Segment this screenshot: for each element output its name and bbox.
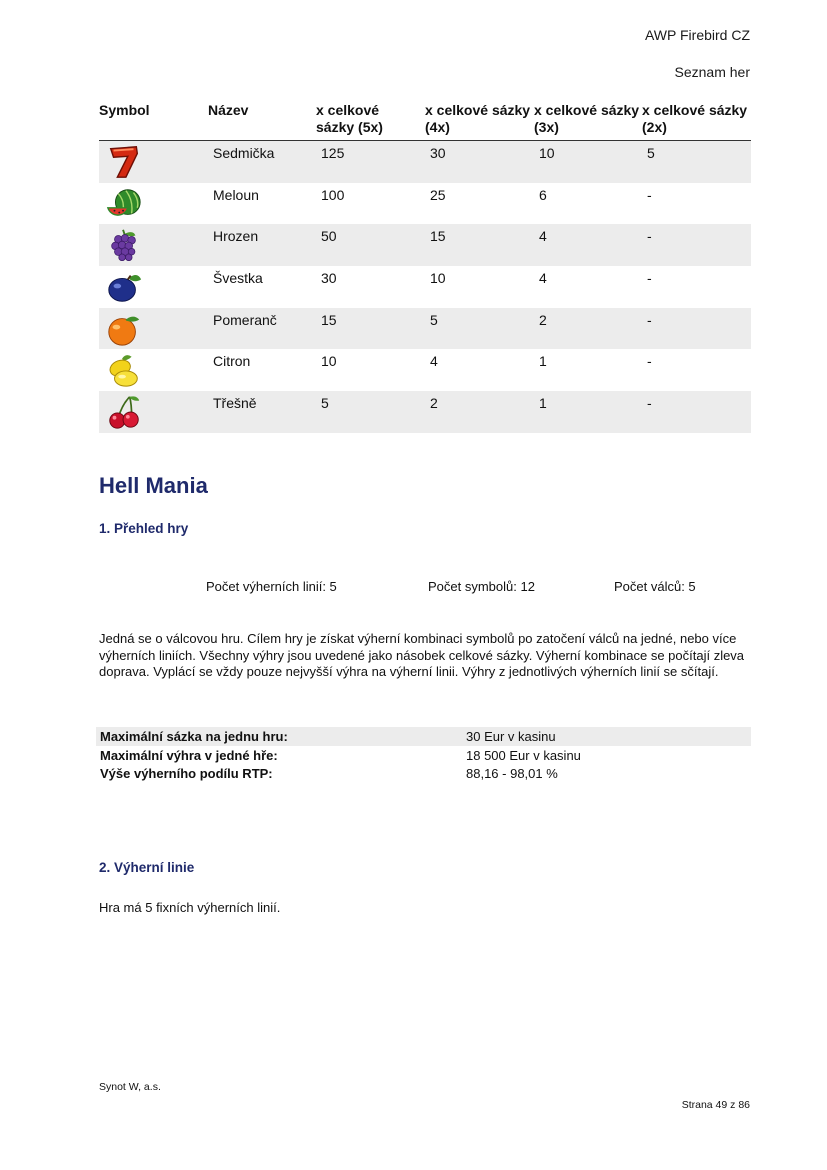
payout-x4: 15 <box>430 228 446 245</box>
table-row <box>99 349 751 391</box>
payout-x5: 15 <box>321 311 337 328</box>
reels-count: Počet válců: 5 <box>614 579 696 594</box>
limits-row <box>96 764 751 783</box>
payout-x5: 125 <box>321 145 345 161</box>
plum-icon <box>105 268 143 306</box>
payout-x5: 10 <box>321 353 337 370</box>
limit-label: Výše výherního podílu RTP: <box>100 766 273 781</box>
payout-x3: 6 <box>539 186 547 203</box>
payout-x2: - <box>647 353 652 370</box>
overview-heading: 1. Přehled hry <box>99 521 189 536</box>
seven-icon <box>105 143 143 181</box>
symbol-name: Švestka <box>213 270 263 287</box>
payout-x4: 30 <box>430 145 446 161</box>
payout-x4: 5 <box>430 311 438 328</box>
column-header-x3: x celkové sázky (3x) <box>534 102 640 135</box>
column-header-x4: x celkové sázky (4x) <box>425 102 531 135</box>
payout-x5: 30 <box>321 270 337 287</box>
payout-x2: - <box>647 311 652 328</box>
payout-x3: 1 <box>539 395 547 412</box>
payout-x3: 10 <box>539 145 555 161</box>
payout-x4: 4 <box>430 353 438 370</box>
payout-x2: 5 <box>647 145 655 161</box>
table-row <box>99 183 751 225</box>
payout-x5: 100 <box>321 186 345 203</box>
limits-row <box>96 746 751 765</box>
lines-text: Hra má 5 fixních výherních linií. <box>99 900 281 915</box>
payout-x4: 2 <box>430 395 438 412</box>
payout-x4: 10 <box>430 270 446 287</box>
table-row <box>99 308 751 350</box>
game-title: Hell Mania <box>99 473 208 498</box>
document-header-title: AWP Firebird CZ <box>644 27 750 43</box>
paytable-header <box>99 102 751 141</box>
table-row <box>99 266 751 308</box>
table-row <box>99 141 751 183</box>
symbol-name: Meloun <box>213 186 259 203</box>
game-description: Jedná se o válcovou hru. Cílem hry je získat výherní kombinaci symbolů po zatočení válců na jedné, nebo více výherních liniích. Všechny výhry jsou uvedené jako násobek celkové sázky. Výherní kombinace se počítají zleva doprava. Vyplácí se vždy pouze nejvyšší výhra na výherní linii. Výhry z jednotlivých výherních linií se sčítají. <box>99 631 745 679</box>
symbol-name: Sedmička <box>213 145 275 161</box>
payout-x3: 4 <box>539 228 547 245</box>
payout-x5: 50 <box>321 228 337 245</box>
symbol-name: Hrozen <box>213 228 259 245</box>
limit-value: 18 500 Eur v kasinu <box>466 748 581 763</box>
column-header-symbol: Symbol <box>99 102 150 118</box>
payout-x3: 1 <box>539 353 547 370</box>
paytable <box>99 102 751 433</box>
limit-label: Maximální výhra v jedné hře: <box>100 748 278 763</box>
limit-value: 30 Eur v kasinu <box>466 729 556 744</box>
column-header-name: Název <box>208 102 249 118</box>
symbol-name: Pomeranč <box>213 311 277 328</box>
table-row <box>99 391 751 433</box>
lemon-icon <box>105 351 143 389</box>
payout-x2: - <box>647 228 652 245</box>
table-row <box>99 224 751 266</box>
cherries-icon <box>105 393 143 431</box>
grapes-icon <box>105 226 143 264</box>
watermelon-icon <box>105 185 143 223</box>
payout-x3: 4 <box>539 270 547 287</box>
footer-company: Synot W, a.s. <box>99 1081 161 1093</box>
column-header-x2: x celkové sázky (2x) <box>642 102 748 135</box>
lines-count: Počet výherních linií: 5 <box>206 579 337 594</box>
limit-value: 88,16 - 98,01 % <box>466 766 558 781</box>
symbols-count: Počet symbolů: 12 <box>428 579 535 594</box>
payout-x2: - <box>647 270 652 287</box>
symbol-name: Třešně <box>213 395 257 412</box>
column-header-x5: x celkové sázky (5x) <box>316 102 383 135</box>
payout-x4: 25 <box>430 186 446 203</box>
document-header-section: Seznam her <box>674 64 750 80</box>
payout-x3: 2 <box>539 311 547 328</box>
limits-row <box>96 727 751 746</box>
page-number: Strana 49 z 86 <box>681 1099 750 1111</box>
payout-x2: - <box>647 186 652 203</box>
limit-label: Maximální sázka na jednu hru: <box>100 729 288 744</box>
orange-icon <box>105 310 143 348</box>
symbol-name: Citron <box>213 353 251 370</box>
payout-x2: - <box>647 395 652 412</box>
payout-x5: 5 <box>321 395 329 412</box>
lines-heading: 2. Výherní linie <box>99 860 195 875</box>
